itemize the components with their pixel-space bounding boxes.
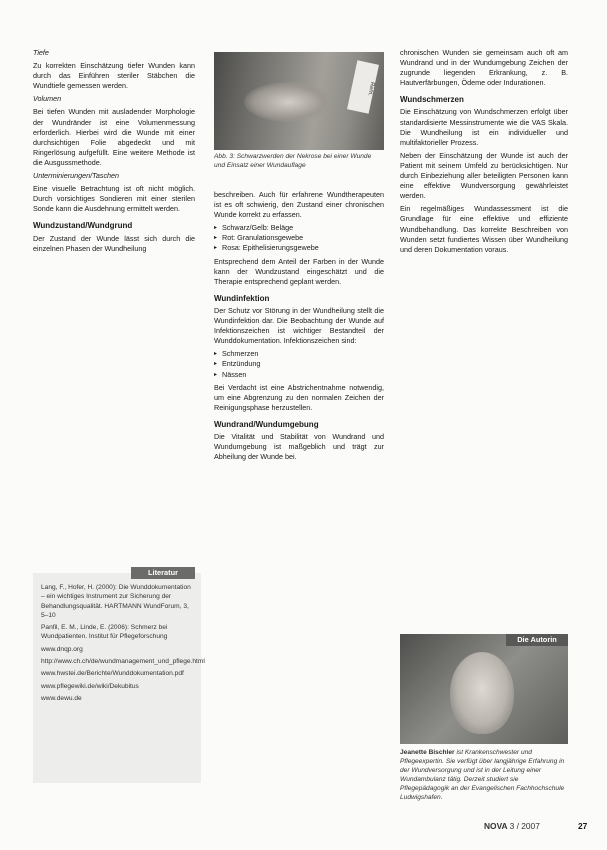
list-item: ▸ Schwarz/Gelb: Beläge [222, 223, 384, 233]
wound-area [244, 82, 334, 122]
subhead-volumen: Volumen [33, 94, 62, 104]
literature-item: www.hwstei.de/Berichte/Wunddokumentation.pdf [41, 670, 184, 678]
heading-wundzustand: Wundzustand/Wundgrund [33, 221, 133, 231]
literature-heading: Literatur [131, 567, 195, 579]
infection-list [214, 349, 384, 379]
paragraph-mid-3: Der Schutz vor Störung in der Wundheilung stellt die Wundinfektion dar. Die Beobachtung der Wunde auf Infektionszeichen ist wichtiger Bestandteil der Wunddokumentation. Infektionszeichen sind: [214, 305, 384, 346]
paragraph-unterminierungen: Eine visuelle Betrachtung ist oft nicht möglich. Durch vorsichtiges Sondieren mit einer sterilen Sonde kann die Ausdehnung ermittelt werden. [33, 184, 195, 214]
author-photo [400, 634, 568, 744]
page-number: 27 [578, 821, 588, 831]
list-item: ▸ Rot: Granulationsgewebe [222, 233, 384, 243]
subhead-unterminierungen: Unterminierungen/Taschen [33, 171, 120, 181]
paragraph-mid-1: beschreiben. Auch für erfahrene Wundtherapeuten ist es oft schwierig, den Zustand einer chronischen Wunde korrekt zu erfassen. [214, 190, 384, 220]
author-description: ist Krankenschwester und Pflegeexpertin. Sie verfügt über langjährige Erfahrung in der Wundversorgung und ist in der Leitung einer Wundambulanz tätig. Derzeit studiert sie Pflegepädagogik an der Evangelischen Fachhochschule Ludwigshafen. [400, 749, 565, 801]
literature-list [41, 583, 205, 706]
paragraph-mid-4: Bei Verdacht ist eine Abstrichentnahme notwendig, um eine Abgrenzung zu den normalen Zeichen der Reinigungsphase herzustellen. [214, 382, 384, 412]
heading-wundschmerzen: Wundschmerzen [400, 95, 464, 105]
color-list [214, 223, 384, 253]
heading-wundinfektion: Wundinfektion [214, 293, 270, 303]
column-right [400, 48, 568, 258]
literature-item: www.dnqp.org [41, 645, 83, 653]
list-item: ▸ Schmerzen [222, 349, 384, 359]
literature-item: www.dewu.de [41, 694, 82, 702]
footer-issue [484, 821, 540, 831]
paragraph-right-2: Die Einschätzung von Wundschmerzen erfolgt über standardisierte Messinstrumente wie die VAS Skala. Die Wundheilung ist ein individueller und multifaktorieller Prozess. [400, 107, 568, 147]
paragraph-wundzustand: Der Zustand der Wunde lässt sich durch die einzelnen Phasen der Wundheilung [33, 233, 195, 253]
photo-caption: Abb. 3: Schwarzwerden der Nekrose bei einer Wunde und Einsatz einer Wundauflage [214, 153, 372, 169]
author-heading: Die Autorin [506, 634, 568, 646]
footer-issue-number: 3 / 2007 [509, 821, 540, 831]
literature-item: Panfil, E. M., Linde, E. (2006): Schmerz bei Wundpatienten. Institut für Pflegeforschung [41, 624, 168, 641]
wound-photo [214, 52, 384, 150]
list-item: ▸ Entzündung [222, 359, 384, 369]
list-item: ▸ Rosa: Epithelisierungsgewebe [222, 243, 384, 253]
column-middle [214, 190, 384, 465]
paragraph-tiefe: Zu korrekten Einschätzung tiefer Wunden kann durch das Einführen steriler Stäbchen die Wundtiefe gemessen werden. [33, 61, 195, 91]
author-portrait [450, 652, 514, 734]
subhead-tiefe: Tiefe [33, 48, 49, 57]
heading-wundrand: Wundrand/Wundumgebung [214, 419, 319, 429]
ruler-label: Rem. [347, 60, 379, 113]
list-item: ▸ Nässen [222, 370, 384, 380]
literature-item: www.pflegewiki.de/wiki/Dekubitus [41, 682, 139, 690]
paragraph-mid-5: Die Vitalität und Stabilität von Wundrand und Wundumgebung ist maßgeblich und trägt zur Abheilung der Wunde bei. [214, 431, 384, 462]
column-left [33, 48, 195, 257]
paragraph-volumen: Bei tiefen Wunden mit ausladender Morphologie der Wundränder ist eine Volumenmessung erforderlich. Hierbei wird die Wunde mit einer durchsichtigen Folie abgedeckt und mit Ringerlösung aufgefüllt. Eine weitere Methode ist die Ausgussmethode. [33, 107, 195, 167]
literature-item: Lang, F., Hofer, H. (2000): Die Wunddokumentation – ein wichtiges Instrument zur Sicherung der Behandlungsqualität. HARTMANN WundForum, 3, 5–10 [41, 584, 191, 619]
paragraph-right-3: Neben der Einschätzung der Wunde ist auch der Patient mit seinem Umfeld zu berücksichtigen. Nur durch Einbeziehung aller beteiligten Personen kann eine effektive Wundversorgung gewährleistet werden. [400, 150, 568, 201]
literature-box [33, 568, 205, 783]
paragraph-right-1: chronischen Wunden sie gemeinsam auch oft am Wundrand und in der Wundumgebung Zeichen der zugrunde liegenden Erkrankung, z. B. Hautverfärbungen, Ödeme oder Indurationen. [400, 48, 568, 88]
author-name: Jeanette Bischler [400, 749, 455, 756]
paragraph-mid-2: Entsprechend dem Anteil der Farben in der Wunde kann der Wundzustand eingeschätzt und die Therapie entsprechend geplant werden. [214, 256, 384, 286]
author-bio [400, 748, 568, 802]
footer-brand: NOVA [484, 821, 508, 831]
literature-item: http://www.ch.ch/de/wundmanagement_und_pflege.html [41, 658, 205, 666]
paragraph-right-4: Ein regelmäßiges Wundassessment ist die Grundlage für eine effektive und effiziente Wundbehandlung. Das korrekte Beschreiben von Wunden setzt fundiertes Wissen über Wundheilung und deren Dokumentation voraus. [400, 204, 568, 254]
